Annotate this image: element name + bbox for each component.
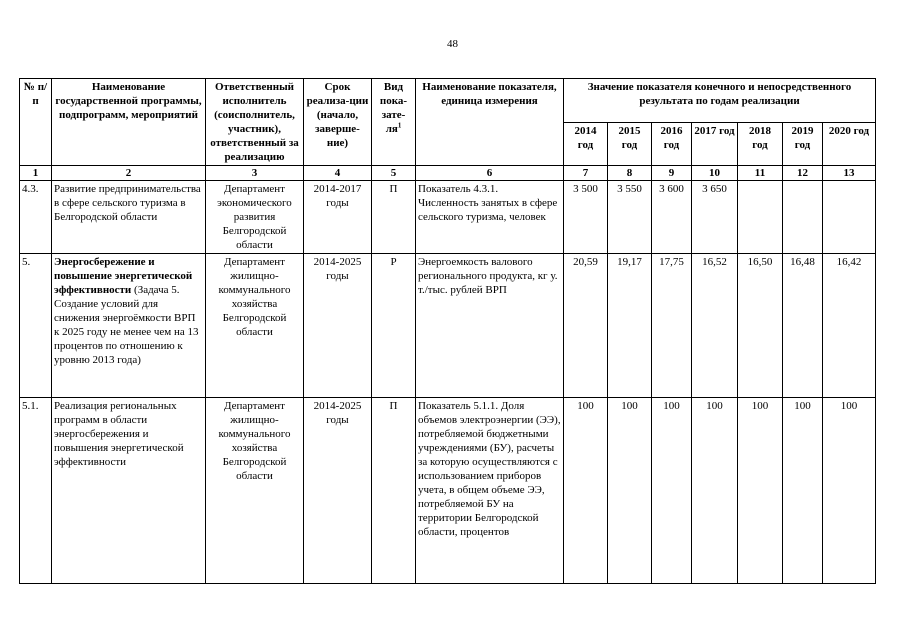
row-program-text: Развитие предпринимательства в сфере сельского туризма в Белгородской области (54, 183, 201, 223)
row-value: 16,52 (692, 254, 738, 398)
row-num: 5.1. (20, 398, 52, 584)
header-type-footnote: 1 (397, 121, 402, 130)
row-value: 3 550 (608, 181, 652, 254)
row-program (52, 398, 206, 584)
header-program: Наименование государственной программы, подпрограмм, мероприятий (52, 79, 206, 166)
row-value: 16,48 (783, 254, 823, 398)
row-value: 100 (692, 398, 738, 584)
row-value: 100 (783, 398, 823, 584)
header-row-1 (20, 79, 876, 123)
header-values-group: Значение показателя конечного и непосредственного результата по годам реализации (564, 79, 876, 123)
row-value: 19,17 (608, 254, 652, 398)
column-number: 5 (372, 166, 416, 181)
column-number: 1 (20, 166, 52, 181)
row-program-bold: Энергосбережение и повышение энергетической эффективности (54, 256, 193, 296)
column-number: 10 (692, 166, 738, 181)
page-number: 48 (447, 38, 458, 50)
row-value: 20,59 (564, 254, 608, 398)
header-indicator: Наименование показателя, единица измерения (416, 79, 564, 166)
header-year: 2020 год (823, 122, 876, 166)
indicator-table (19, 78, 876, 584)
row-value: 17,75 (652, 254, 692, 398)
row-num: 4.3. (20, 181, 52, 254)
row-period: 2014-2025 годы (304, 398, 372, 584)
row-value: 3 650 (692, 181, 738, 254)
row-executor: Департамент экономического развития Белгородской области (206, 181, 304, 254)
row-value (783, 181, 823, 254)
row-value: 16,42 (823, 254, 876, 398)
header-year: 2014 год (564, 122, 608, 166)
header-type-label: Вид пока-зате-ля (379, 81, 408, 135)
row-value: 100 (564, 398, 608, 584)
table-row (20, 254, 876, 398)
row-value (738, 181, 783, 254)
header-executor: Ответственный исполнитель (соисполнитель, участник), ответственный за реализацию (206, 79, 304, 166)
row-value: 100 (652, 398, 692, 584)
header-year: 2018 год (738, 122, 783, 166)
table-row (20, 398, 876, 584)
row-type: Р (372, 254, 416, 398)
row-program (52, 181, 206, 254)
header-num: № п/п (20, 79, 52, 166)
header-type (372, 79, 416, 166)
row-executor: Департамент жилищно-коммунального хозяйства Белгородской области (206, 254, 304, 398)
column-number: 11 (738, 166, 783, 181)
column-number: 4 (304, 166, 372, 181)
row-period: 2014-2025 годы (304, 254, 372, 398)
row-value: 100 (823, 398, 876, 584)
column-number: 6 (416, 166, 564, 181)
header-year: 2016 год (652, 122, 692, 166)
column-number: 7 (564, 166, 608, 181)
row-program-text: (Задача 5. Создание условий для снижения энергоёмкости ВРП к 2025 году не менее чем на 13 процентов по отношению к уровню 2013 года) (54, 284, 199, 366)
row-value (823, 181, 876, 254)
row-executor: Департамент жилищно-коммунального хозяйства Белгородской области (206, 398, 304, 584)
header-year: 2015 год (608, 122, 652, 166)
header-year: 2017 год (692, 122, 738, 166)
column-number: 12 (783, 166, 823, 181)
column-numbers-row (20, 166, 876, 181)
row-program-text: Реализация региональных программ в области энергосбережения и повышения энергетической эффективности (54, 400, 184, 468)
row-value: 3 500 (564, 181, 608, 254)
row-value: 16,50 (738, 254, 783, 398)
header-year: 2019 год (783, 122, 823, 166)
header-period: Срок реализа-ции (начало, заверше-ние) (304, 79, 372, 166)
column-number: 3 (206, 166, 304, 181)
row-period: 2014-2017 годы (304, 181, 372, 254)
row-type: П (372, 398, 416, 584)
row-type: П (372, 181, 416, 254)
row-program (52, 254, 206, 398)
column-number: 9 (652, 166, 692, 181)
column-number: 2 (52, 166, 206, 181)
row-value: 3 600 (652, 181, 692, 254)
row-num: 5. (20, 254, 52, 398)
row-indicator: Показатель 4.3.1. Численность занятых в сфере сельского туризма, человек (416, 181, 564, 254)
row-value: 100 (738, 398, 783, 584)
row-indicator: Энергоемкость валового регионального продукта, кг у. т./тыс. рублей ВРП (416, 254, 564, 398)
table-row (20, 181, 876, 254)
row-value: 100 (608, 398, 652, 584)
column-number: 13 (823, 166, 876, 181)
column-number: 8 (608, 166, 652, 181)
row-indicator: Показатель 5.1.1. Доля объемов электроэнергии (ЭЭ), потребляемой бюджетными учреждениями (БУ), расчеты за которую осуществляются с использованием приборов учета, в общем объеме ЭЭ, потребляемой БУ на территории Белгородской области, процентов (416, 398, 564, 584)
